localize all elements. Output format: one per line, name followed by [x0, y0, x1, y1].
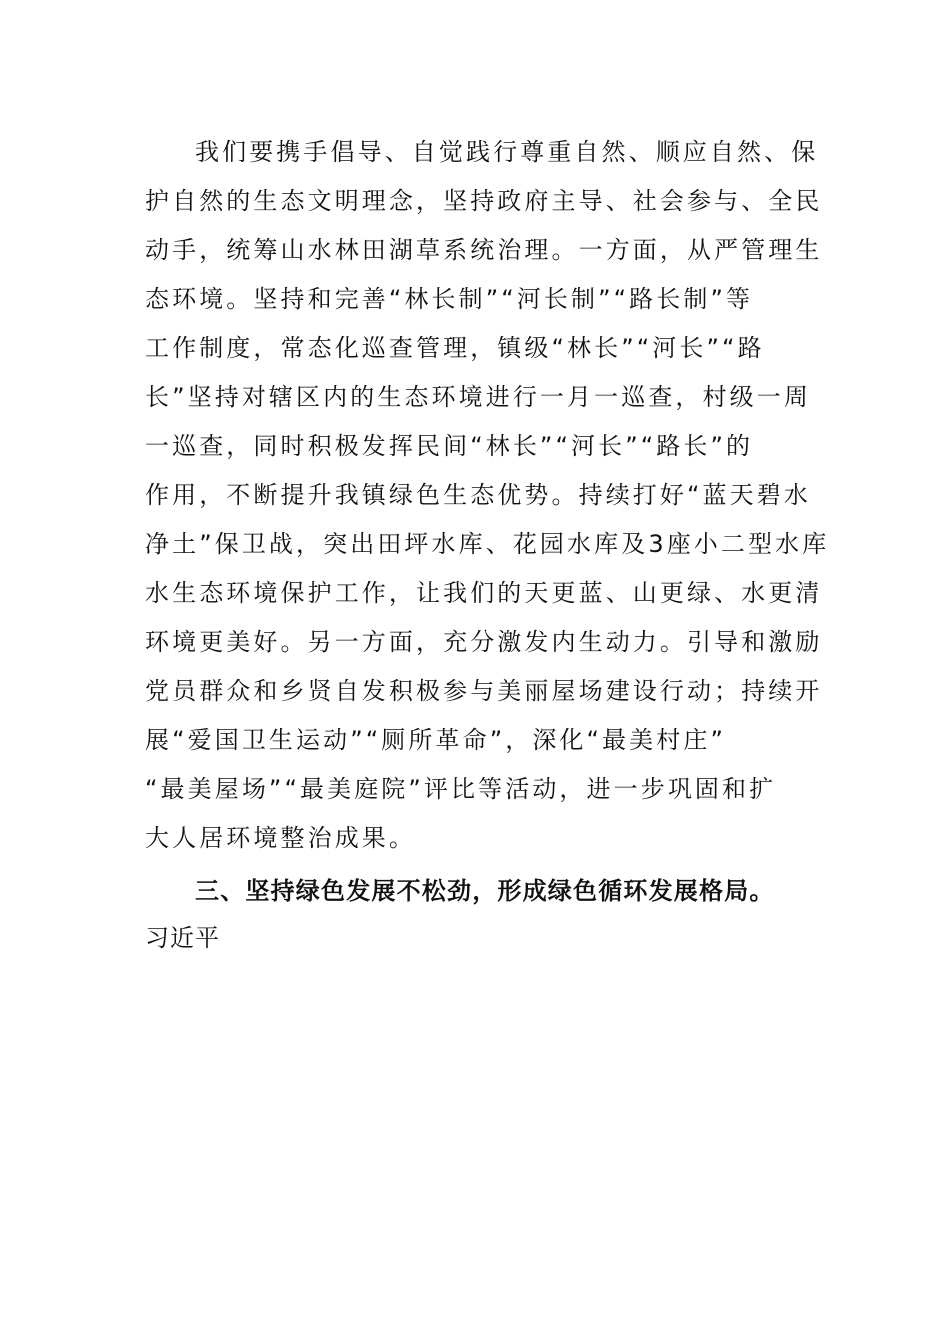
- paragraph-line: 我们要携手倡导、自觉践行尊重自然、顺应自然、保: [195, 138, 819, 166]
- paragraph-line: 工作制度，常态化巡查管理，镇级“林长”“河长”“路: [145, 334, 765, 362]
- paragraph-line: 护自然的生态文明理念，坚持政府主导、社会参与、全民: [145, 187, 823, 215]
- paragraph-line: 环境更美好。另一方面，充分激发内生动力。引导和激励: [145, 628, 823, 656]
- paragraph-line: 态环境。坚持和完善“林长制”“河长制”“路长制”等: [145, 285, 754, 313]
- paragraph-line: 一巡查，同时积极发挥民间“林长”“河长”“路长”的: [145, 432, 754, 460]
- paragraph-line: 展“爱国卫生运动”“厕所革命”，深化“最美村庄”: [145, 726, 726, 754]
- paragraph-line: “最美屋场”“最美庭院”评比等活动，进一步巩固和扩: [145, 775, 777, 803]
- body-text: [145, 128, 830, 960]
- paragraph-line: 大人居环境整治成果。: [145, 824, 416, 852]
- section-heading: 三、坚持绿色发展不松劲，形成绿色循环发展格局。: [195, 877, 775, 905]
- paragraph-line: 动手，统筹山水林田湖草系统治理。一方面，从严管理生: [145, 236, 823, 264]
- paragraph-line: 净土”保卫战，突出田坪水库、花园水库及3座小二型水库: [145, 530, 830, 558]
- paragraph-line: 党员群众和乡贤自发积极参与美丽屋场建设行动；持续开: [145, 677, 823, 705]
- paragraph-line: 水生态环境保护工作，让我们的天更蓝、山更绿、水更清: [145, 579, 823, 607]
- author-signature: 习近平: [145, 924, 220, 952]
- paragraph-line: 作用，不断提升我镇绿色生态优势。持续打好“蓝天碧水: [145, 481, 811, 509]
- paragraph-line: 长”坚持对辖区内的生态环境进行一月一巡查，村级一周: [145, 383, 811, 411]
